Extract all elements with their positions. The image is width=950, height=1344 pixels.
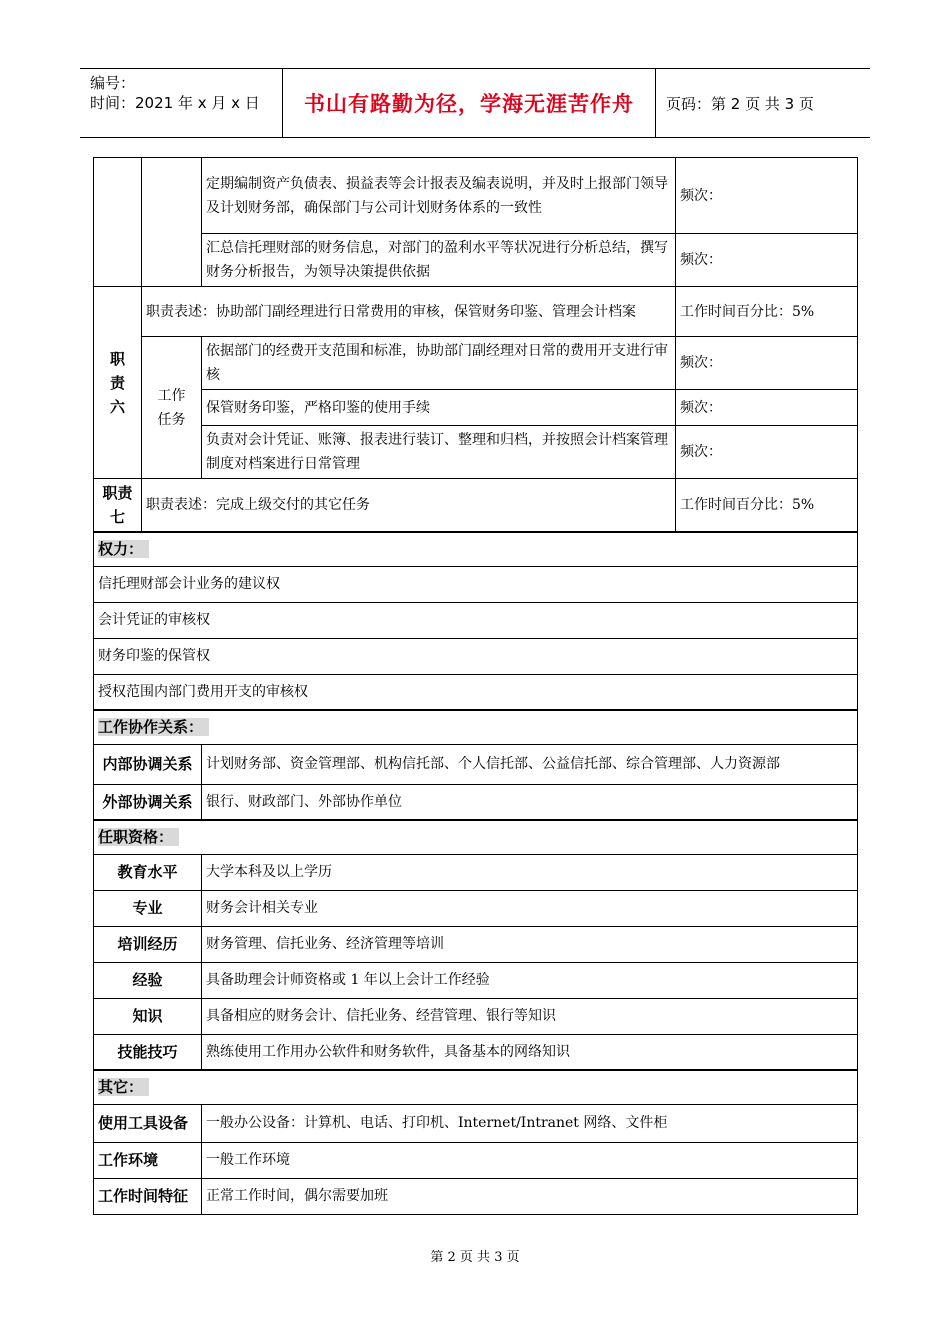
power-item: 信托理财部会计业务的建议权: [94, 566, 858, 602]
qualification-label: 专业: [94, 890, 202, 926]
power-item: 授权范围内部门费用开支的审核权: [94, 674, 858, 710]
task-text: 依据部门的经费开支范围和标准，协助部门副经理对日常的费用开支进行审核: [202, 337, 676, 390]
duty-description: 职责表述：协助部门副经理进行日常费用的审核，保管财务印鉴、管理会计档案: [142, 287, 676, 337]
qualification-value: 大学本科及以上学历: [202, 854, 858, 890]
header-motto: 书山有路勤为径，学海无涯苦作舟: [304, 92, 634, 116]
table-row: [94, 287, 858, 337]
task-frequency: 频次：: [676, 234, 858, 287]
table-row: [94, 1104, 858, 1142]
task-frequency: 频次：: [676, 390, 858, 426]
section-title: 任职资格：: [98, 828, 179, 846]
list-item: [94, 674, 858, 710]
table-row: [94, 390, 858, 426]
qualification-value: 熟练使用工作用办公软件和财务软件，具备基本的网络知识: [202, 1034, 858, 1070]
table-row: [94, 234, 858, 287]
table-row: [94, 1034, 858, 1070]
duty-label-cell: [94, 158, 142, 287]
doc-number-label: 编号：: [90, 74, 136, 92]
task-text: 保管财务印鉴，严格印鉴的使用手续: [202, 390, 676, 426]
table-row: [94, 962, 858, 998]
power-item: 财务印鉴的保管权: [94, 638, 858, 674]
table-row: [94, 890, 858, 926]
table-row: [94, 479, 858, 533]
table-row: [94, 426, 858, 479]
qualification-value: 具备助理会计师资格或 1 年以上会计工作经验: [202, 962, 858, 998]
header-meta: [90, 73, 260, 113]
qualification-label: 技能技巧: [94, 1034, 202, 1070]
doc-time-label: 时间：2021 年 x 月 x 日: [90, 94, 260, 112]
table-row: [94, 1178, 858, 1214]
header-divider: [655, 69, 656, 137]
qualification-value: 具备相应的财务会计、信托业务、经营管理、银行等知识: [202, 998, 858, 1034]
qualification-label: 教育水平: [94, 854, 202, 890]
table-row: [94, 1142, 858, 1178]
task-text: 汇总信托理财部的财务信息，对部门的盈利水平等状况进行分析总结，撰写财务分析报告，为领导决策提供依据: [202, 234, 676, 287]
task-label-cell: [142, 158, 202, 287]
table-row: [94, 158, 858, 234]
duty-seven-label: 职责 七: [94, 479, 142, 533]
task-frequency: 频次：: [676, 158, 858, 234]
page-header: [80, 68, 870, 138]
duty-description: 职责表述：完成上级交付的其它任务: [142, 479, 676, 533]
task-text: 负责对会计凭证、账簿、报表进行装订、整理和归档，并按照会计档案管理制度对档案进行日常管理: [202, 426, 676, 479]
job-description-table: [93, 157, 858, 1215]
table-row: [94, 998, 858, 1034]
task-frequency: 频次：: [676, 426, 858, 479]
table-row: [94, 926, 858, 962]
task-text: 定期编制资产负债表、损益表等会计报表及编表说明，并及时上报部门领导及计划财务部，确保部门与公司计划财务体系的一致性: [202, 158, 676, 234]
table-row: [94, 854, 858, 890]
section-header-qualifications: [94, 820, 858, 854]
list-item: [94, 638, 858, 674]
task-label: 工作 任务: [142, 337, 202, 479]
table-row: [94, 337, 858, 390]
section-title: 工作协作关系：: [98, 718, 209, 736]
qualification-value: 财务管理、信托业务、经济管理等培训: [202, 926, 858, 962]
section-header-powers: [94, 532, 858, 566]
table-row: [94, 744, 858, 784]
page-footer: 第 2 页 共 3 页: [430, 1250, 520, 1265]
section-title: 其它：: [98, 1078, 149, 1096]
duty-six-label: 职 责 六: [94, 287, 142, 479]
power-item: 会计凭证的审核权: [94, 602, 858, 638]
relation-label: 外部协调关系: [94, 784, 202, 820]
task-frequency: 频次：: [676, 337, 858, 390]
section-header-other: [94, 1070, 858, 1104]
qualification-value: 财务会计相关专业: [202, 890, 858, 926]
qualification-label: 培训经历: [94, 926, 202, 962]
time-percentage: 工作时间百分比：5%: [676, 479, 858, 533]
list-item: [94, 566, 858, 602]
list-item: [94, 602, 858, 638]
qualification-label: 知识: [94, 998, 202, 1034]
other-value: 一般办公设备：计算机、电话、打印机、Internet/Intranet 网络、文件柜: [202, 1104, 858, 1142]
other-value: 正常工作时间，偶尔需要加班: [202, 1178, 858, 1214]
table-row: [94, 784, 858, 820]
other-value: 一般工作环境: [202, 1142, 858, 1178]
qualification-label: 经验: [94, 962, 202, 998]
section-header-relations: [94, 710, 858, 744]
relation-value: 计划财务部、资金管理部、机构信托部、个人信托部、公益信托部、综合管理部、人力资源部: [202, 744, 858, 784]
other-label: 工作时间特征: [94, 1178, 202, 1214]
time-percentage: 工作时间百分比：5%: [676, 287, 858, 337]
relation-label: 内部协调关系: [94, 744, 202, 784]
header-page-label: 页码：第 2 页 共 3 页: [666, 95, 814, 113]
section-title: 权力：: [98, 540, 149, 558]
relation-value: 银行、财政部门、外部协作单位: [202, 784, 858, 820]
other-label: 使用工具设备: [94, 1104, 202, 1142]
other-label: 工作环境: [94, 1142, 202, 1178]
